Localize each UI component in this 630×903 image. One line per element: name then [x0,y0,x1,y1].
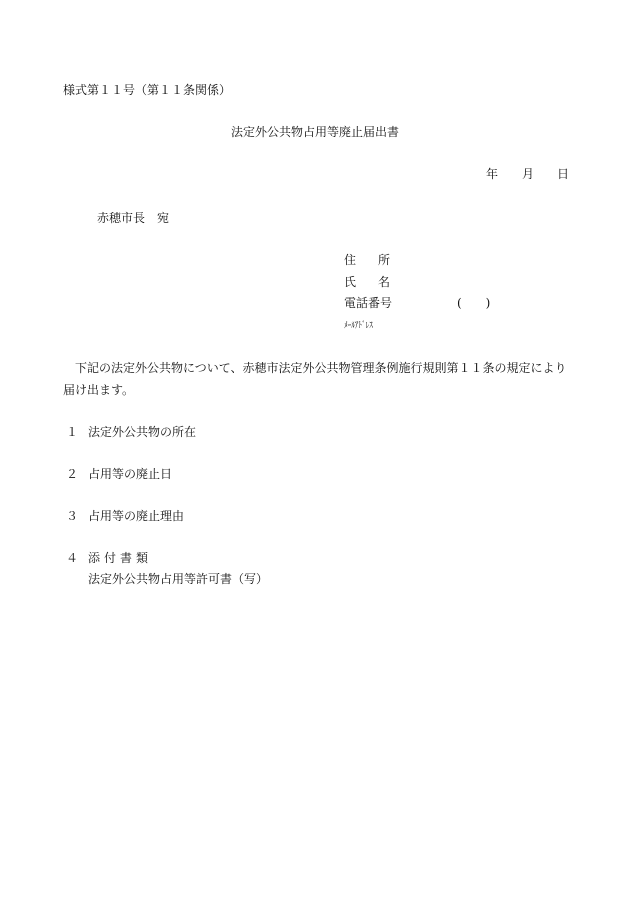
document-title: 法定外公共物占用等廃止届出書 [230,125,399,139]
applicant-email-label: ﾒｰﾙｱﾄﾞﾚｽ [344,321,373,331]
item-number: ４ [66,551,79,565]
item-label: 占用等の廃止理由 [88,509,185,523]
item-label: 添付書類 [88,551,153,565]
body-text: 下記の法定外公共物について、赤穂市法定外公共物管理条例施行規則第１１条の規定により届け出ます。 [63,361,567,397]
date-year-label: 年 [486,167,499,181]
phone-area-code-parens: ( ) [457,296,491,310]
item-number: １ [66,425,79,439]
date-day-label: 日 [557,167,570,181]
applicant-name-label: 氏名 [344,275,413,289]
item-number: ３ [66,509,79,523]
item-label: 法定外公共物の所在 [88,425,197,439]
applicant-address-label: 住所 [344,253,413,267]
date-month-label: 月 [522,167,535,181]
attached-document-name: 法定外公共物占用等許可書（写） [88,572,269,586]
addressee: 赤穂市長 宛 [97,211,170,225]
applicant-phone-label: 電話番号 [344,296,393,310]
item-number: ２ [66,467,79,481]
form-number: 様式第１１号（第１１条関係） [63,83,232,97]
item-label: 占用等の廃止日 [88,467,173,481]
